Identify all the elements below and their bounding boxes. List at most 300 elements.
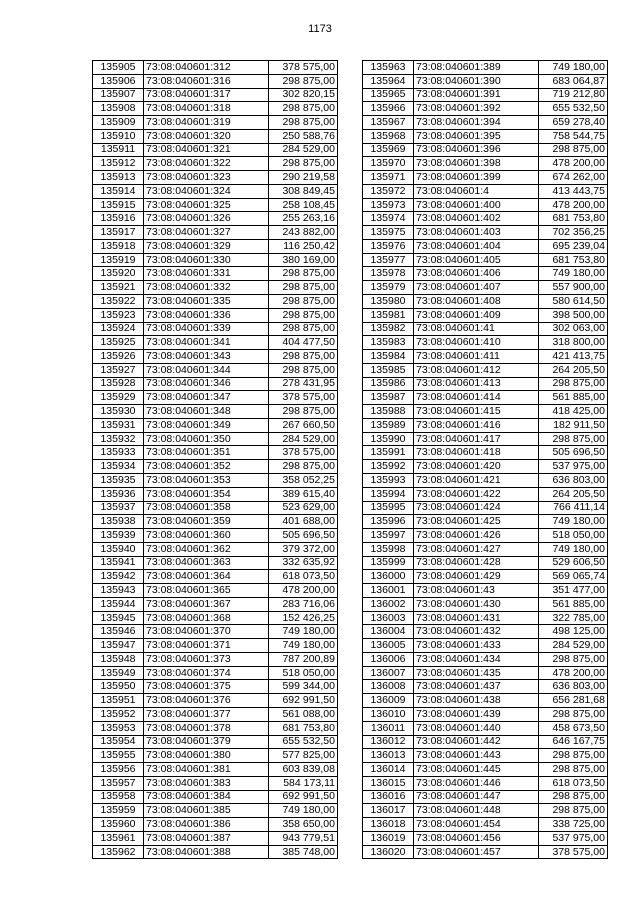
row-number: 135948 <box>93 652 144 666</box>
table-row <box>363 418 608 432</box>
cadastral-number: 73:08:040601:386 <box>144 818 269 832</box>
row-number: 135991 <box>363 446 414 460</box>
row-number: 135968 <box>363 129 414 143</box>
table-row <box>363 129 608 143</box>
cadastral-value: 378 575,00 <box>269 446 338 460</box>
cadastral-number: 73:08:040601:318 <box>144 102 269 116</box>
cadastral-value: 298 875,00 <box>269 281 338 295</box>
cadastral-value: 561 885,00 <box>539 597 608 611</box>
table-row <box>93 749 338 763</box>
cadastral-value: 298 875,00 <box>539 707 608 721</box>
cadastral-value: 537 975,00 <box>539 460 608 474</box>
cadastral-value: 298 875,00 <box>269 74 338 88</box>
table-row <box>93 721 338 735</box>
row-number: 136018 <box>363 818 414 832</box>
cadastral-number: 73:08:040601:446 <box>414 776 539 790</box>
table-row <box>93 776 338 790</box>
cadastral-number: 73:08:040601:392 <box>414 102 539 116</box>
row-number: 135915 <box>93 198 144 212</box>
cadastral-number: 73:08:040601:404 <box>414 239 539 253</box>
table-row <box>363 460 608 474</box>
row-number: 135909 <box>93 116 144 130</box>
row-number: 135925 <box>93 336 144 350</box>
cadastral-value: 498 125,00 <box>539 625 608 639</box>
cadastral-number: 73:08:040601:344 <box>144 363 269 377</box>
row-number: 135995 <box>363 501 414 515</box>
table-row <box>363 239 608 253</box>
row-number: 135966 <box>363 102 414 116</box>
row-number: 136019 <box>363 831 414 845</box>
table-row <box>363 363 608 377</box>
row-number: 136001 <box>363 584 414 598</box>
row-number: 135990 <box>363 432 414 446</box>
table-row <box>363 322 608 336</box>
cadastral-value: 577 825,00 <box>269 749 338 763</box>
cadastral-value: 378 575,00 <box>269 61 338 75</box>
cadastral-number: 73:08:040601:400 <box>414 198 539 212</box>
cadastral-number: 73:08:040601:448 <box>414 804 539 818</box>
cadastral-number: 73:08:040601:399 <box>414 171 539 185</box>
cadastral-value: 385 748,00 <box>269 845 338 859</box>
row-number: 135924 <box>93 322 144 336</box>
cadastral-number: 73:08:040601:349 <box>144 418 269 432</box>
cadastral-value: 458 673,50 <box>539 721 608 735</box>
table-row <box>363 804 608 818</box>
cadastral-number: 73:08:040601:429 <box>414 570 539 584</box>
table-row <box>363 818 608 832</box>
table-row <box>93 157 338 171</box>
cadastral-number: 73:08:040601:418 <box>414 446 539 460</box>
table-row <box>93 515 338 529</box>
row-number: 135964 <box>363 74 414 88</box>
cadastral-value: 529 606,50 <box>539 556 608 570</box>
cadastral-number: 73:08:040601:339 <box>144 322 269 336</box>
cadastral-value: 358 650,00 <box>269 818 338 832</box>
cadastral-number: 73:08:040601:415 <box>414 405 539 419</box>
table-row <box>363 501 608 515</box>
cadastral-value: 681 753,80 <box>539 253 608 267</box>
cadastral-number: 73:08:040601:427 <box>414 542 539 556</box>
cadastral-value: 702 356,25 <box>539 226 608 240</box>
row-number: 135999 <box>363 556 414 570</box>
row-number: 135913 <box>93 171 144 185</box>
table-row <box>363 776 608 790</box>
table-row <box>93 253 338 267</box>
cadastral-number: 73:08:040601:389 <box>414 61 539 75</box>
table-row <box>93 61 338 75</box>
table-row <box>363 652 608 666</box>
row-number: 135946 <box>93 625 144 639</box>
row-number: 135994 <box>363 487 414 501</box>
cadastral-number: 73:08:040601:432 <box>414 625 539 639</box>
cadastral-value: 478 200,00 <box>539 198 608 212</box>
row-number: 135985 <box>363 363 414 377</box>
cadastral-value: 561 885,00 <box>539 391 608 405</box>
table-row <box>363 336 608 350</box>
table-row <box>93 336 338 350</box>
cadastral-value: 787 200,89 <box>269 652 338 666</box>
table-row <box>93 652 338 666</box>
row-number: 136007 <box>363 666 414 680</box>
table-row <box>93 639 338 653</box>
table-row <box>363 308 608 322</box>
cadastral-number: 73:08:040601:391 <box>414 88 539 102</box>
cadastral-number: 73:08:040601:346 <box>144 377 269 391</box>
cadastral-value: 267 660,50 <box>269 418 338 432</box>
table-row <box>93 226 338 240</box>
table-row <box>93 432 338 446</box>
cadastral-number: 73:08:040601:378 <box>144 721 269 735</box>
row-number: 135967 <box>363 116 414 130</box>
row-number: 135951 <box>93 694 144 708</box>
cadastral-value: 758 544,75 <box>539 129 608 143</box>
registry-table-left <box>92 60 338 859</box>
row-number: 135973 <box>363 198 414 212</box>
cadastral-value: 258 108,45 <box>269 198 338 212</box>
registry-table-right <box>362 60 608 859</box>
cadastral-value: 298 875,00 <box>539 377 608 391</box>
cadastral-number: 73:08:040601:331 <box>144 267 269 281</box>
cadastral-number: 73:08:040601:380 <box>144 749 269 763</box>
table-row <box>93 377 338 391</box>
cadastral-value: 302 063,00 <box>539 322 608 336</box>
cadastral-number: 73:08:040601:319 <box>144 116 269 130</box>
cadastral-value: 358 052,25 <box>269 473 338 487</box>
row-number: 135927 <box>93 363 144 377</box>
table-row <box>363 694 608 708</box>
cadastral-value: 298 875,00 <box>539 432 608 446</box>
cadastral-value: 332 635,92 <box>269 556 338 570</box>
table-row <box>93 460 338 474</box>
cadastral-number: 73:08:040601:402 <box>414 212 539 226</box>
row-number: 135992 <box>363 460 414 474</box>
cadastral-value: 298 875,00 <box>539 790 608 804</box>
row-number: 136000 <box>363 570 414 584</box>
row-number: 135942 <box>93 570 144 584</box>
cadastral-value: 943 779,51 <box>269 831 338 845</box>
row-number: 135930 <box>93 405 144 419</box>
cadastral-value: 302 820,15 <box>269 88 338 102</box>
row-number: 135920 <box>93 267 144 281</box>
table-row <box>363 391 608 405</box>
row-number: 135972 <box>363 184 414 198</box>
cadastral-number: 73:08:040601:384 <box>144 790 269 804</box>
cadastral-number: 73:08:040601:325 <box>144 198 269 212</box>
cadastral-number: 73:08:040601:362 <box>144 542 269 556</box>
cadastral-number: 73:08:040601:350 <box>144 432 269 446</box>
table-row <box>93 790 338 804</box>
row-number: 135905 <box>93 61 144 75</box>
table-row <box>363 267 608 281</box>
cadastral-value: 603 839,08 <box>269 763 338 777</box>
row-number: 135976 <box>363 239 414 253</box>
cadastral-value: 618 073,50 <box>539 776 608 790</box>
table-row <box>93 350 338 364</box>
cadastral-number: 73:08:040601:425 <box>414 515 539 529</box>
table-row <box>93 212 338 226</box>
cadastral-value: 404 477,50 <box>269 336 338 350</box>
table-row <box>93 570 338 584</box>
row-number: 135910 <box>93 129 144 143</box>
cadastral-value: 398 500,00 <box>539 308 608 322</box>
cadastral-number: 73:08:040601:41 <box>414 322 539 336</box>
row-number: 135922 <box>93 295 144 309</box>
cadastral-value: 518 050,00 <box>539 529 608 543</box>
row-number: 136008 <box>363 680 414 694</box>
cadastral-number: 73:08:040601:383 <box>144 776 269 790</box>
cadastral-number: 73:08:040601:424 <box>414 501 539 515</box>
cadastral-value: 537 975,00 <box>539 831 608 845</box>
cadastral-number: 73:08:040601:322 <box>144 157 269 171</box>
row-number: 135987 <box>363 391 414 405</box>
cadastral-number: 73:08:040601:365 <box>144 584 269 598</box>
cadastral-number: 73:08:040601:352 <box>144 460 269 474</box>
row-number: 135926 <box>93 350 144 364</box>
row-number: 135911 <box>93 143 144 157</box>
cadastral-number: 73:08:040601:440 <box>414 721 539 735</box>
cadastral-value: 749 180,00 <box>269 804 338 818</box>
cadastral-value: 284 529,00 <box>269 432 338 446</box>
cadastral-number: 73:08:040601:379 <box>144 735 269 749</box>
table-row <box>363 721 608 735</box>
table-row <box>93 529 338 543</box>
row-number: 135997 <box>363 529 414 543</box>
cadastral-number: 73:08:040601:447 <box>414 790 539 804</box>
row-number: 135965 <box>363 88 414 102</box>
row-number: 136016 <box>363 790 414 804</box>
cadastral-value: 298 875,00 <box>269 295 338 309</box>
cadastral-number: 73:08:040601:414 <box>414 391 539 405</box>
cadastral-value: 290 219,58 <box>269 171 338 185</box>
table-row <box>93 295 338 309</box>
cadastral-value: 298 875,00 <box>269 363 338 377</box>
row-number: 135978 <box>363 267 414 281</box>
row-number: 135921 <box>93 281 144 295</box>
cadastral-number: 73:08:040601:411 <box>414 350 539 364</box>
cadastral-number: 73:08:040601:437 <box>414 680 539 694</box>
cadastral-value: 338 725,00 <box>539 818 608 832</box>
cadastral-number: 73:08:040601:327 <box>144 226 269 240</box>
table-row <box>363 790 608 804</box>
cadastral-value: 681 753,80 <box>539 212 608 226</box>
cadastral-number: 73:08:040601:421 <box>414 473 539 487</box>
row-number: 136004 <box>363 625 414 639</box>
table-row <box>363 680 608 694</box>
row-number: 135955 <box>93 749 144 763</box>
table-row <box>93 611 338 625</box>
row-number: 135982 <box>363 322 414 336</box>
table-row <box>363 542 608 556</box>
row-number: 135993 <box>363 473 414 487</box>
row-number: 135917 <box>93 226 144 240</box>
row-number: 136003 <box>363 611 414 625</box>
cadastral-value: 523 629,00 <box>269 501 338 515</box>
row-number: 135937 <box>93 501 144 515</box>
table-row <box>363 666 608 680</box>
cadastral-number: 73:08:040601:370 <box>144 625 269 639</box>
cadastral-number: 73:08:040601:403 <box>414 226 539 240</box>
table-row <box>363 831 608 845</box>
cadastral-number: 73:08:040601:368 <box>144 611 269 625</box>
cadastral-value: 518 050,00 <box>269 666 338 680</box>
cadastral-value: 298 875,00 <box>269 322 338 336</box>
row-number: 135952 <box>93 707 144 721</box>
table-row <box>93 556 338 570</box>
table-row <box>363 625 608 639</box>
cadastral-value: 283 716,06 <box>269 597 338 611</box>
cadastral-value: 264 205,50 <box>539 363 608 377</box>
row-number: 135939 <box>93 529 144 543</box>
row-number: 135934 <box>93 460 144 474</box>
cadastral-number: 73:08:040601:394 <box>414 116 539 130</box>
cadastral-value: 749 180,00 <box>539 542 608 556</box>
cadastral-number: 73:08:040601:367 <box>144 597 269 611</box>
cadastral-number: 73:08:040601:312 <box>144 61 269 75</box>
row-number: 135986 <box>363 377 414 391</box>
cadastral-number: 73:08:040601:396 <box>414 143 539 157</box>
table-row <box>363 446 608 460</box>
table-row <box>363 88 608 102</box>
cadastral-value: 298 875,00 <box>269 102 338 116</box>
cadastral-value: 695 239,04 <box>539 239 608 253</box>
row-number: 135975 <box>363 226 414 240</box>
table-row <box>93 391 338 405</box>
cadastral-value: 418 425,00 <box>539 405 608 419</box>
cadastral-number: 73:08:040601:341 <box>144 336 269 350</box>
cadastral-value: 478 200,00 <box>269 584 338 598</box>
cadastral-number: 73:08:040601:353 <box>144 473 269 487</box>
cadastral-value: 380 169,00 <box>269 253 338 267</box>
cadastral-value: 580 614,50 <box>539 295 608 309</box>
cadastral-value: 599 344,00 <box>269 680 338 694</box>
cadastral-value: 655 532,50 <box>269 735 338 749</box>
row-number: 136014 <box>363 763 414 777</box>
table-row <box>363 350 608 364</box>
cadastral-value: 401 688,00 <box>269 515 338 529</box>
cadastral-value: 692 991,50 <box>269 694 338 708</box>
cadastral-value: 322 785,00 <box>539 611 608 625</box>
table-row <box>93 418 338 432</box>
cadastral-value: 298 875,00 <box>539 763 608 777</box>
table-row <box>363 157 608 171</box>
page-number: 1173 <box>308 23 332 35</box>
cadastral-value: 243 882,00 <box>269 226 338 240</box>
row-number: 135977 <box>363 253 414 267</box>
cadastral-number: 73:08:040601:373 <box>144 652 269 666</box>
cadastral-value: 389 615,40 <box>269 487 338 501</box>
row-number: 135938 <box>93 515 144 529</box>
cadastral-number: 73:08:040601:410 <box>414 336 539 350</box>
cadastral-number: 73:08:040601:431 <box>414 611 539 625</box>
cadastral-value: 379 372,00 <box>269 542 338 556</box>
table-row <box>93 473 338 487</box>
cadastral-number: 73:08:040601:434 <box>414 652 539 666</box>
table-row <box>93 363 338 377</box>
table-row <box>93 680 338 694</box>
row-number: 135970 <box>363 157 414 171</box>
cadastral-number: 73:08:040601:320 <box>144 129 269 143</box>
cadastral-value: 284 529,00 <box>539 639 608 653</box>
cadastral-number: 73:08:040601:430 <box>414 597 539 611</box>
cadastral-value: 584 173,11 <box>269 776 338 790</box>
table-row <box>363 529 608 543</box>
table-row <box>93 542 338 556</box>
cadastral-number: 73:08:040601:390 <box>414 74 539 88</box>
cadastral-number: 73:08:040601:375 <box>144 680 269 694</box>
row-number: 135988 <box>363 405 414 419</box>
cadastral-value: 298 875,00 <box>539 804 608 818</box>
row-number: 135945 <box>93 611 144 625</box>
table-row <box>363 171 608 185</box>
cadastral-number: 73:08:040601:409 <box>414 308 539 322</box>
cadastral-value: 659 278,40 <box>539 116 608 130</box>
row-number: 135953 <box>93 721 144 735</box>
cadastral-value: 278 431,95 <box>269 377 338 391</box>
cadastral-number: 73:08:040601:321 <box>144 143 269 157</box>
row-number: 135969 <box>363 143 414 157</box>
row-number: 136010 <box>363 707 414 721</box>
table-row <box>93 831 338 845</box>
cadastral-value: 505 696,50 <box>269 529 338 543</box>
cadastral-number: 73:08:040601:348 <box>144 405 269 419</box>
cadastral-number: 73:08:040601:442 <box>414 735 539 749</box>
table-row <box>363 102 608 116</box>
table-row <box>363 749 608 763</box>
cadastral-value: 298 875,00 <box>269 157 338 171</box>
row-number: 135949 <box>93 666 144 680</box>
table-row <box>93 446 338 460</box>
table-row <box>363 74 608 88</box>
cadastral-value: 264 205,50 <box>539 487 608 501</box>
table-row <box>93 501 338 515</box>
table-row <box>363 281 608 295</box>
cadastral-number: 73:08:040601:329 <box>144 239 269 253</box>
table-row <box>93 198 338 212</box>
row-number: 135958 <box>93 790 144 804</box>
cadastral-number: 73:08:040601:324 <box>144 184 269 198</box>
row-number: 135932 <box>93 432 144 446</box>
table-row <box>363 116 608 130</box>
table-row <box>363 611 608 625</box>
cadastral-number: 73:08:040601:360 <box>144 529 269 543</box>
cadastral-number: 73:08:040601:351 <box>144 446 269 460</box>
table-row <box>93 184 338 198</box>
cadastral-number: 73:08:040601:381 <box>144 763 269 777</box>
cadastral-value: 298 875,00 <box>269 405 338 419</box>
cadastral-number: 73:08:040601:377 <box>144 707 269 721</box>
cadastral-value: 298 875,00 <box>539 143 608 157</box>
cadastral-value: 674 262,00 <box>539 171 608 185</box>
cadastral-value: 646 167,75 <box>539 735 608 749</box>
table-row <box>363 570 608 584</box>
row-number: 135936 <box>93 487 144 501</box>
cadastral-number: 73:08:040601:416 <box>414 418 539 432</box>
table-row <box>93 102 338 116</box>
row-number: 135907 <box>93 88 144 102</box>
row-number: 135928 <box>93 377 144 391</box>
cadastral-number: 73:08:040601:420 <box>414 460 539 474</box>
row-number: 135971 <box>363 171 414 185</box>
cadastral-value: 298 875,00 <box>539 652 608 666</box>
cadastral-number: 73:08:040601:438 <box>414 694 539 708</box>
cadastral-value: 298 875,00 <box>539 749 608 763</box>
table-row <box>93 405 338 419</box>
cadastral-value: 749 180,00 <box>269 625 338 639</box>
row-number: 135984 <box>363 350 414 364</box>
table-row <box>93 143 338 157</box>
cadastral-number: 73:08:040601:330 <box>144 253 269 267</box>
table-row <box>363 473 608 487</box>
